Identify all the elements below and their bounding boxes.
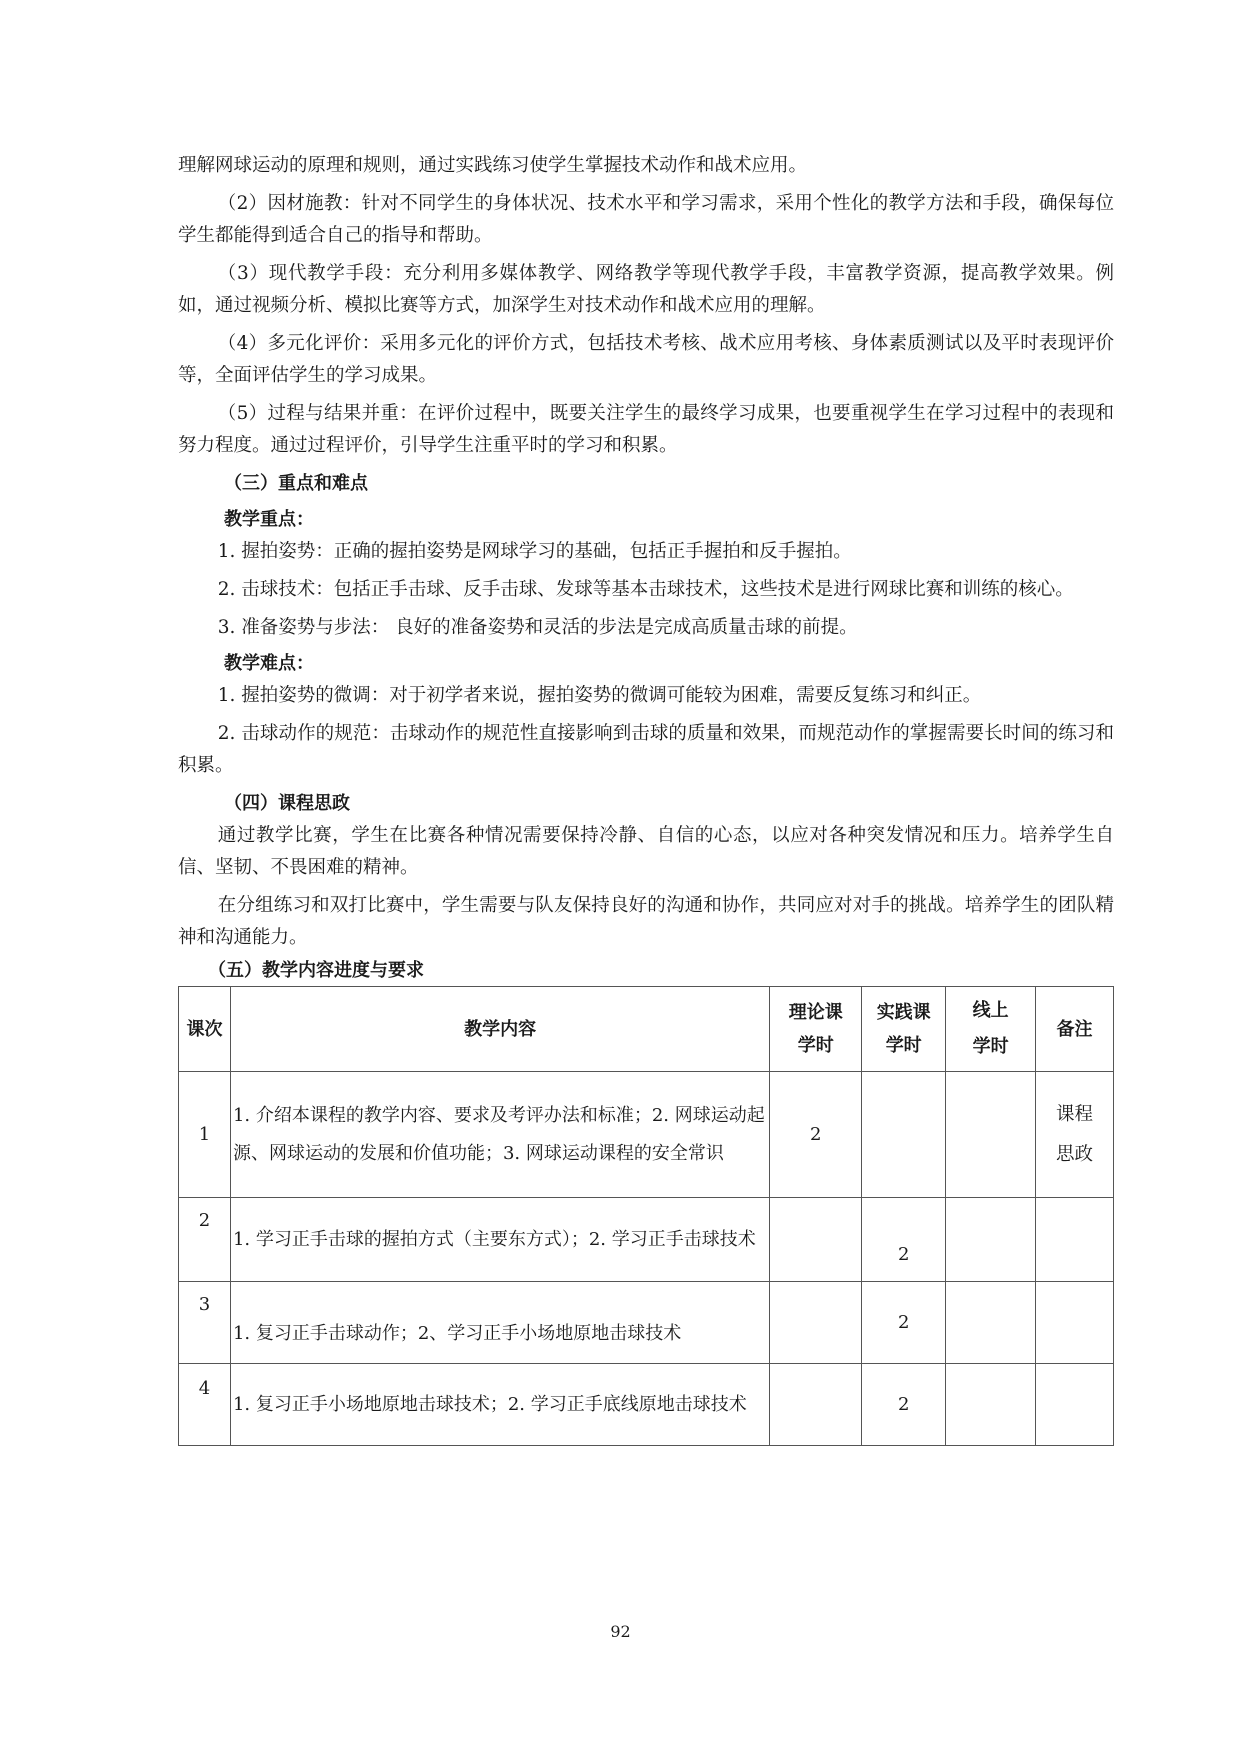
cell-online: [946, 1072, 1036, 1198]
document-page: [178, 150, 1114, 1446]
header-lesson: 课次: [179, 987, 231, 1072]
cell-online: [946, 1364, 1036, 1446]
cell-theory: [770, 1198, 862, 1282]
difficult-point-item: 2. 击球动作的规范：击球动作的规范性直接影响到击球的质量和效果，而规范动作的掌握需要长时间的练习和积累。: [178, 723, 1114, 776]
section-heading: （三）重点和难点: [224, 473, 368, 494]
cell-content: 1. 复习正手小场地原地击球技术；2. 学习正手底线原地击球技术: [230, 1364, 769, 1446]
subheading-key-points: 教学重点：: [224, 509, 314, 530]
paragraph: （5）过程与结果并重：在评价过程中，既要关注学生的最终学习成果，也要重视学生在学习过程中的表现和努力程度。通过过程评价，引导学生注重平时的学习和积累。: [178, 403, 1114, 456]
cell-lesson: 4: [179, 1364, 231, 1446]
cell-note: [1036, 1198, 1114, 1282]
table-row: [179, 1072, 1114, 1198]
paragraph: （4）多元化评价：采用多元化的评价方式，包括技术考核、战术应用考核、身体素质测试以及平时表现评价等，全面评估学生的学习成果。: [178, 333, 1114, 386]
cell-practice: 2: [862, 1364, 946, 1446]
cell-lesson: 1: [179, 1072, 231, 1198]
cell-theory: 2: [770, 1072, 862, 1198]
table-header-row: [179, 987, 1114, 1072]
key-point-item: 1. 握拍姿势：正确的握拍姿势是网球学习的基础，包括正手握拍和反手握拍。: [217, 541, 852, 562]
header-content: 教学内容: [230, 987, 769, 1072]
key-point-item: 3. 准备姿势与步法： 良好的准备姿势和灵活的步法是完成高质量击球的前提。: [217, 617, 858, 638]
schedule-table: [178, 986, 1114, 1446]
subheading-difficult-points: 教学难点：: [224, 653, 314, 674]
page-number: 92: [610, 1622, 631, 1641]
paragraph: （2）因材施教：针对不同学生的身体状况、技术水平和学习需求，采用个性化的教学方法和手段，确保每位学生都能得到适合自己的指导和帮助。: [178, 193, 1114, 246]
cell-practice: 2: [862, 1282, 946, 1364]
key-point-item: 2. 击球技术：包括正手击球、反手击球、发球等基本击球技术，这些技术是进行网球比赛和训练的核心。: [217, 579, 1074, 600]
cell-content: 1. 复习正手击球动作；2、学习正手小场地原地击球技术: [230, 1282, 769, 1364]
paragraph: 理解网球运动的原理和规则，通过实践练习使学生掌握技术动作和战术应用。: [178, 155, 808, 176]
cell-online: [946, 1198, 1036, 1282]
cell-theory: [770, 1282, 862, 1364]
cell-theory: [770, 1364, 862, 1446]
paragraph: 在分组练习和双打比赛中，学生需要与队友保持良好的沟通和协作，共同应对对手的挑战。培养学生的团队精神和沟通能力。: [178, 895, 1114, 948]
header-note: 备注: [1036, 987, 1114, 1072]
table-row: [179, 1364, 1114, 1446]
section-heading: （五）教学内容进度与要求: [208, 960, 424, 981]
cell-practice: 2: [862, 1198, 946, 1282]
header-practice-hours: 实践课 学时: [862, 987, 946, 1072]
cell-content: 1. 学习正手击球的握拍方式（主要东方式）；2. 学习正手击球技术: [230, 1198, 769, 1282]
table-row: [179, 1198, 1114, 1282]
cell-content: 1. 介绍本课程的教学内容、要求及考评办法和标准；2. 网球运动起源、网球运动的发展和价值功能；3. 网球运动课程的安全常识: [230, 1072, 769, 1198]
table-row: [179, 1282, 1114, 1364]
cell-note: [1036, 1364, 1114, 1446]
cell-lesson: 2: [179, 1198, 231, 1282]
cell-lesson: 3: [179, 1282, 231, 1364]
cell-note: [1036, 1282, 1114, 1364]
difficult-point-item: 1. 握拍姿势的微调：对于初学者来说，握拍姿势的微调可能较为困难，需要反复练习和纠正。: [217, 685, 982, 706]
header-online-hours: 线上 学时: [946, 987, 1036, 1072]
header-theory-hours: 理论课 学时: [770, 987, 862, 1072]
cell-practice: [862, 1072, 946, 1198]
section-heading: （四）课程思政: [224, 793, 350, 814]
cell-online: [946, 1282, 1036, 1364]
paragraph: （3）现代教学手段：充分利用多媒体教学、网络教学等现代教学手段，丰富教学资源，提高教学效果。例如，通过视频分析、模拟比赛等方式，加深学生对技术动作和战术应用的理解。: [178, 263, 1114, 316]
paragraph: 通过教学比赛，学生在比赛各种情况需要保持冷静、自信的心态，以应对各种突发情况和压力。培养学生自信、坚韧、不畏困难的精神。: [178, 825, 1114, 878]
cell-note: 课程 思政: [1036, 1072, 1114, 1198]
